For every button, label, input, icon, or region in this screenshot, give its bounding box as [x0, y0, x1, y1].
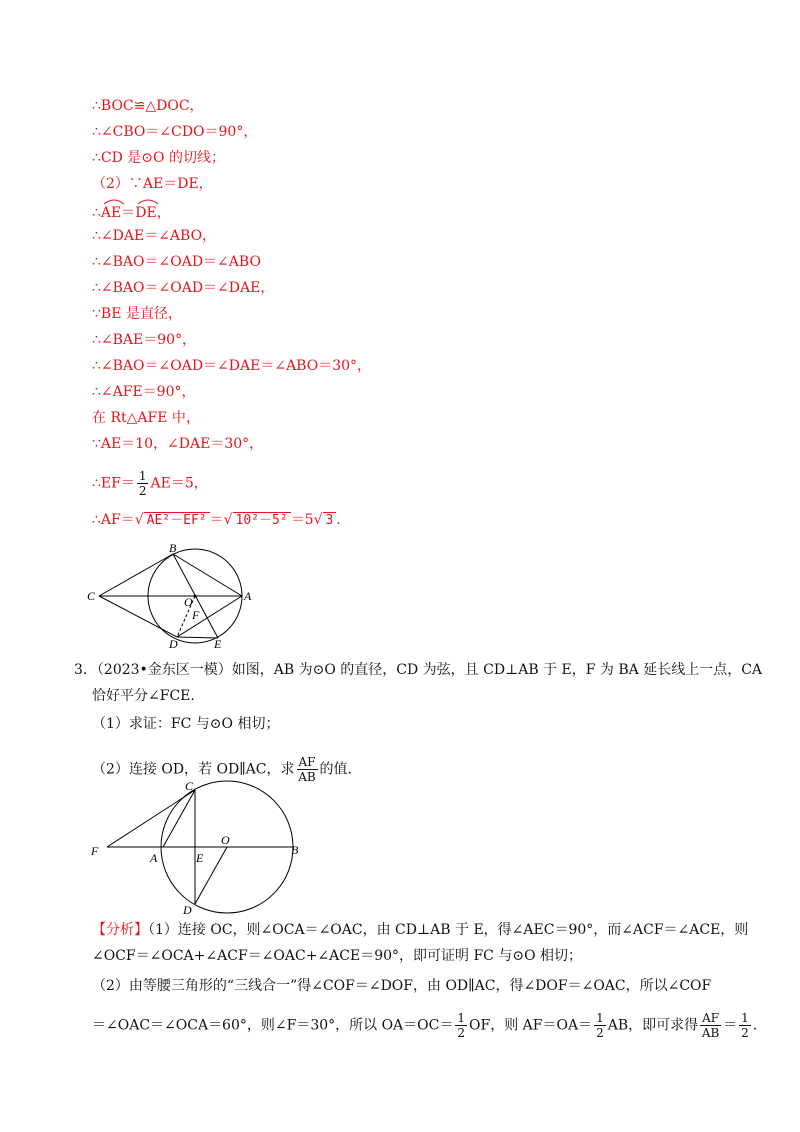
question-2-text: （2）连接 OD，若 OD∥AC，求: [92, 761, 295, 778]
segment-cb: [99, 554, 173, 596]
analysis-line-4: [92, 1012, 757, 1039]
solution-line: ∴∠CBO＝∠CDO＝90°，: [92, 124, 258, 140]
solution-line: 在 Rt△AFE 中，: [92, 410, 200, 426]
fraction-numerator: 1: [138, 469, 147, 483]
solution-line: ∴∠BAO＝∠OAD＝∠ABO: [92, 254, 261, 270]
label-a: A: [244, 589, 252, 603]
period: .: [336, 512, 341, 528]
ef-prefix: ∴EF＝: [92, 475, 135, 492]
fraction-half: [594, 1012, 606, 1039]
analysis-line-2: ∠OCF＝∠OCA+∠ACF＝∠OAC+∠ACE＝90°，即可证明 FC 与⊙O 相切；: [92, 948, 582, 964]
fraction-numerator: 1: [741, 1011, 749, 1025]
analysis-text: （1）连接 OC，则∠OCA＝∠OAC，由 CD⊥AB 于 E，得∠AEC＝90°，而∠ACF＝∠ACE，则: [148, 922, 749, 938]
solution-line: ∴∠BAO＝∠OAD＝∠DAE＝∠ABO＝30°，: [92, 358, 372, 374]
radicand-2: 10²－5²: [233, 512, 291, 528]
fraction-denominator: 2: [596, 1026, 604, 1040]
fraction-denominator: AB: [298, 770, 316, 784]
solution-line: ∴∠BAE＝90°，: [92, 332, 197, 348]
question-2: [92, 756, 352, 783]
analysis-line-3: （2）由等腰三角形的“三线合一”得∠COF＝∠DOF，由 OD∥AC，得∠DOF＝∠OAC，所以∠COF: [92, 978, 712, 994]
analysis-line-1: [92, 920, 748, 940]
label-f: F: [91, 844, 99, 858]
problem-3-line-1: 3．（2023•金东区一模）如图，AB 为⊙O 的直径，CD 为弦，且 CD⊥AB 于 E，F 为 BA 延长线上一点，CA: [74, 662, 763, 678]
question-2-suffix: 的值.: [319, 761, 352, 778]
fraction-numerator: AF: [702, 1011, 720, 1025]
equals-sign: ＝: [723, 1017, 738, 1034]
solution-line: ∴∠DAE＝∠ABO，: [92, 228, 217, 244]
solution-line: ∴∠BAO＝∠OAD＝∠DAE，: [92, 280, 275, 296]
label-o: O: [221, 833, 230, 847]
arc-ae: AE: [100, 205, 122, 221]
label-c: C: [87, 589, 96, 603]
equals-sign: ＝: [121, 205, 136, 221]
fraction-numerator: 1: [457, 1011, 466, 1025]
question-1: （1）求证：FC 与⊙O 相切；: [92, 716, 280, 732]
fraction-half: [455, 1012, 467, 1039]
equals-sign: ＝: [209, 512, 224, 528]
arc-de: DE: [135, 205, 157, 221]
fraction-denominator: 2: [457, 1026, 466, 1040]
solution-line: ∴BOC≌△DOC，: [92, 98, 204, 114]
solution-line: （2）∵AE＝DE，: [92, 176, 213, 192]
arc-marks: [102, 196, 182, 206]
analysis-text: AB，即可求得: [607, 1017, 699, 1034]
ef-suffix: AE＝5，: [150, 475, 208, 492]
af-equation-line: ∴AF＝√ AE²－EF² ＝√ 10²－5² ＝5√ 3 .: [92, 512, 341, 528]
label-a: A: [150, 851, 158, 865]
arc-mark-de: [138, 200, 158, 204]
fraction-af-ab: [297, 756, 318, 783]
label-c: C: [185, 780, 194, 793]
equals-five: ＝5: [290, 512, 314, 528]
analysis-text: ＝∠OAC＝∠OCA＝60°，则∠F＝30°，所以 OA＝OC＝: [92, 1017, 454, 1034]
label-e: E: [214, 637, 222, 650]
period: .: [752, 1017, 758, 1034]
arc-mark-ae: [104, 200, 124, 204]
fraction-af-ab: [700, 1012, 721, 1039]
fraction-numerator: 1: [596, 1011, 604, 1025]
label-b: B: [291, 843, 299, 857]
figure-1: [85, 542, 260, 650]
fraction-denominator: 2: [138, 484, 147, 498]
solution-line: ∵BE 是直径，: [92, 306, 182, 322]
arc-equation-line: [92, 200, 171, 223]
af-prefix: ∴AF＝: [92, 512, 135, 528]
figure-2: [85, 780, 310, 915]
center-o-dot: [194, 595, 197, 598]
segment-de: [177, 637, 218, 638]
fraction-half: [137, 470, 149, 497]
fraction-half: [739, 1012, 751, 1039]
radicand-1: AE²－EF²: [144, 512, 210, 528]
analysis-text: OF，则 AF＝OA＝: [469, 1017, 593, 1034]
label-o: O: [184, 595, 193, 609]
segment-fc: [107, 790, 195, 847]
label-e: E: [196, 851, 204, 865]
fraction-denominator: AB: [701, 1026, 720, 1040]
solution-line: ∵AE＝10，∠DAE＝30°，: [92, 436, 264, 452]
solution-line: ∴∠AFE＝90°，: [92, 384, 196, 400]
ef-equation-line: [92, 470, 208, 497]
label-b: B: [169, 542, 177, 555]
fraction-denominator: 2: [741, 1026, 749, 1040]
fraction-numerator: AF: [298, 755, 316, 769]
therefore-symbol: ∴: [92, 205, 101, 221]
radicand-3: 3: [323, 512, 337, 528]
analysis-tag: 【分析】: [92, 922, 148, 938]
label-f: F: [192, 608, 200, 622]
solution-line: ∴CD 是⊙O 的切线；: [92, 150, 225, 166]
problem-3-line-2: 恰好平分∠FCE.: [92, 688, 195, 704]
segment-ba: [173, 554, 242, 596]
segment-cd: [99, 596, 177, 637]
comma: ，: [156, 205, 171, 221]
label-d: D: [183, 903, 192, 915]
label-d: D: [169, 637, 178, 650]
